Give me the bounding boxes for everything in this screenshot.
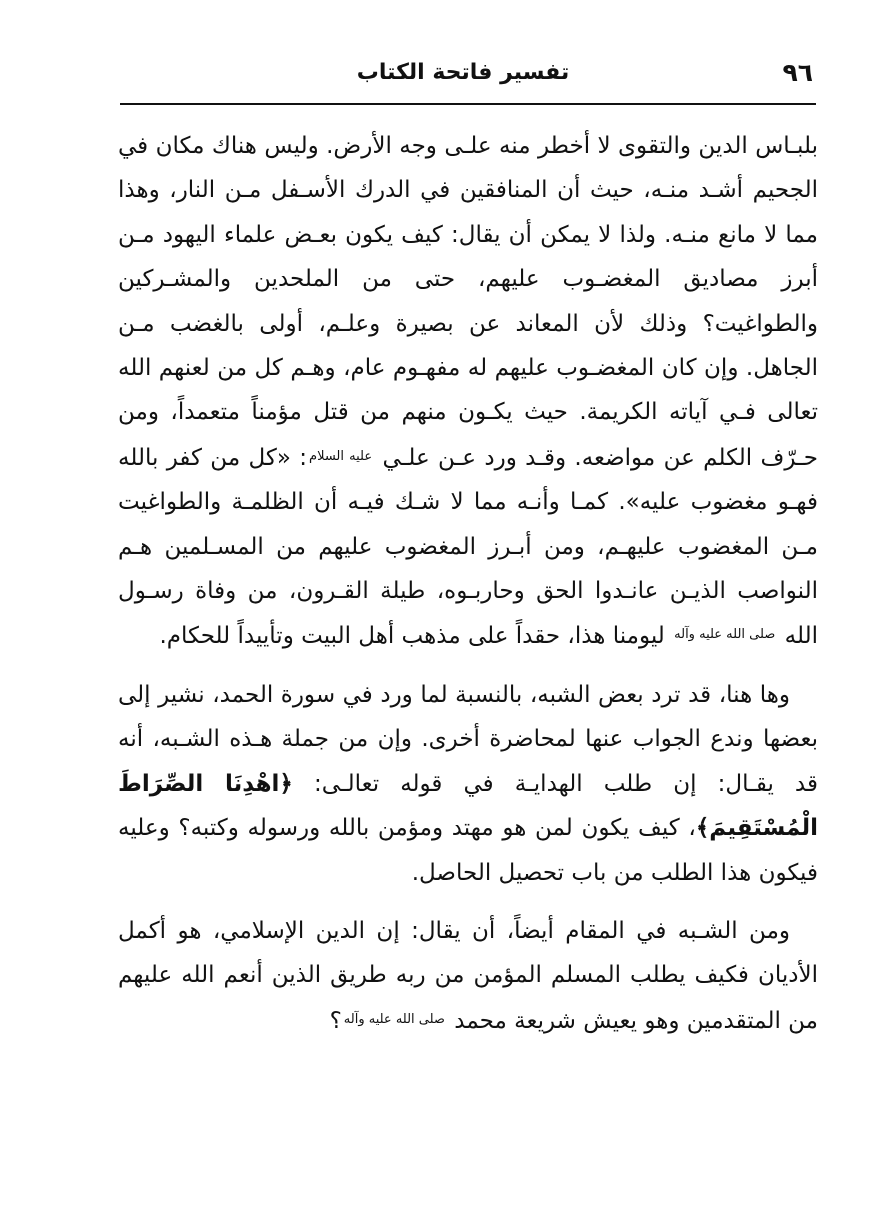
header-divider bbox=[120, 103, 816, 105]
honorific-prophet: صلى الله عليه وآله bbox=[674, 627, 776, 643]
paragraph-2-text-a: وها هنا، قد ترد بعض الشبه، بالنسبة لما ورد في سورة الحمد، نشير إلى بعضها وندع الجواب عنها لمحاضرة أخرى. وإن من جملة هـذه الشـبه، أنه قد يقـال: إن طلب الهدايـة في قوله تعالـى: bbox=[118, 681, 818, 797]
page-header bbox=[113, 56, 813, 106]
paragraph-3-text-b: ؟ bbox=[329, 1007, 342, 1034]
quran-verse: ﴿اهْدِنَا الصِّرَاطَ الْمُسْتَقِيمَ﴾ bbox=[118, 770, 818, 842]
paragraph-1-text-b: : «كل من كفر بالله فهـو مغضوب عليه». كمـا وأنـه مما لا شـك فيـه أن الظلمـة والطواغيت مـن المغضوب عليهـم، ومن أبـرز المغضوب عليهم من المسـلمين هـم النواصب الذيـن عانـدوا الحق وحاربـوه، طيلة القـرون، من وفاة رسـول الله bbox=[118, 444, 818, 650]
running-title: تفسير فاتحة الكتاب bbox=[356, 60, 570, 85]
body-text bbox=[118, 124, 818, 1043]
honorific-ali: عليه السلام bbox=[309, 448, 373, 464]
paragraph-3-text-a: ومن الشـبه في المقام أيضاً، أن يقال: إن الدين الإسلامي، هو أكمل الأديان فكيف يطلب المسلم المؤمن من ربه طريق الذين أنعم الله عليهم من المتقدمين وهو يعيش شريعة محمد bbox=[118, 917, 818, 1034]
paragraph-1-text-c: ليومنا هذا، حقداً على مذهب أهل البيت وتأييداً للحكام. bbox=[159, 623, 665, 650]
paragraph-1 bbox=[118, 124, 818, 659]
paragraph-1-text-a: بلبـاس الدين والتقوى لا أخطر منه علـى وجه الأرض. وليس هناك مكان في الجحيم أشـد منـه، حيث أن المنافقين في الدرك الأسـفل مـن النار، وهذا مما لا مانع منـه. ولذا لا يمكن أن يقال: كيف يكون بعـض علماء اليهود مـن أبرز مصاديق المغضـوب عليهم، حتى من الملحدين والمشـركين والطواغيت؟ وذلك لأن المعاند عن بصيرة وعلـم، أولى بالغضب مـن الجاهل. وإن كان المغضـوب عليهم له مفهـوم عام، وهـم كل من لعنهم الله تعالى فـي آياته الكريمة. حيث يكـون منهم من قتل مؤمناً متعمداً، ومن حـرّف الكلم عن مواضعه. وقـد ورد عـن علـي bbox=[118, 133, 819, 471]
page-number: ٩٦ bbox=[782, 58, 813, 87]
paragraph-2 bbox=[118, 673, 818, 895]
honorific-prophet-2: صلى الله عليه وآله bbox=[343, 1011, 445, 1027]
paragraph-2-text-b: ، كيف يكون لمن هو مهتد ومؤمن بالله ورسوله وكتبه؟ وعليه فيكون هذا الطلب من باب تحصيل الحاصل. bbox=[118, 815, 818, 886]
paragraph-3 bbox=[118, 909, 818, 1043]
